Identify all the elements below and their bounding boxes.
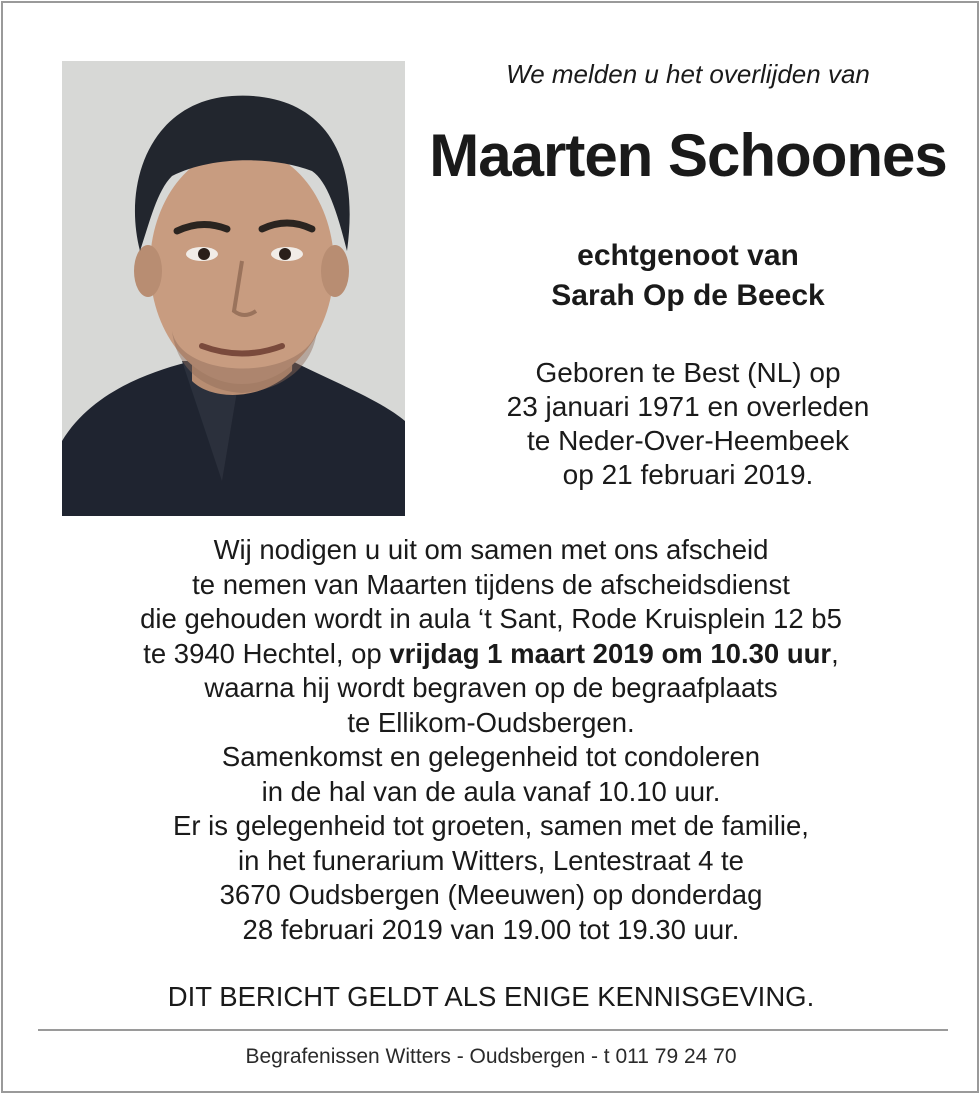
service-date-suffix: ,	[831, 637, 839, 669]
invitation-text	[3, 533, 979, 947]
invitation-line: Er is gelegenheid tot groeten, samen met de familie,	[173, 810, 809, 841]
invitation-line: 28 februari 2019 van 19.00 tot 19.30 uur.	[242, 913, 740, 945]
spouse-block	[423, 236, 953, 316]
birth-line: op 21 februari 2019.	[562, 459, 814, 490]
invitation-line: die gehouden wordt in aula ‘t Sant, Rode Kruisplein 12 b5	[140, 603, 842, 634]
invitation-line: in het funerarium Witters, Lentestraat 4 te	[238, 844, 744, 876]
birth-line: Geboren te Best (NL) op	[535, 357, 841, 388]
invitation-line: te Ellikom-Oudsbergen.	[347, 706, 635, 738]
service-date-bold: vrijdag 1 maart 2019 om 10.30 uur	[389, 637, 832, 669]
birth-death-details	[423, 356, 953, 492]
invitation-line: waarna hij wordt begraven op de begraafplaats	[204, 672, 778, 703]
spouse-relation: echtgenoot van	[577, 239, 799, 272]
service-date-prefix: te 3940 Hechtel, op	[143, 637, 390, 669]
spouse-name: Sarah Op de Beeck	[551, 279, 825, 312]
invitation-line: Wij nodigen u uit om samen met ons afscheid	[213, 534, 769, 565]
deceased-name: Maarten Schoones	[429, 122, 947, 189]
invitation-line: Samenkomst en gelegenheid tot condoleren	[221, 741, 761, 772]
invitation-line: in de hal van de aula vanaf 10.10 uur.	[261, 775, 721, 807]
birth-line: 23 januari 1971 en overleden	[506, 391, 870, 422]
divider	[38, 1029, 948, 1031]
portrait-photo	[62, 61, 405, 516]
invitation-line-service-date	[3, 637, 979, 672]
invitation-line: 3670 Oudsbergen (Meeuwen) op donderdag	[219, 879, 763, 910]
intro-text: We melden u het overlijden van	[506, 59, 870, 89]
obituary-card	[1, 1, 979, 1093]
portrait-illustration	[62, 61, 405, 516]
funeral-home-footer: Begrafenissen Witters - Oudsbergen - t 011 79 24 70	[245, 1045, 737, 1068]
birth-line: te Neder-Over-Heembeek	[526, 425, 850, 456]
notice-text: DIT BERICHT GELDT ALS ENIGE KENNISGEVING.	[167, 981, 815, 1012]
invitation-line: te nemen van Maarten tijdens de afscheidsdienst	[192, 568, 790, 600]
